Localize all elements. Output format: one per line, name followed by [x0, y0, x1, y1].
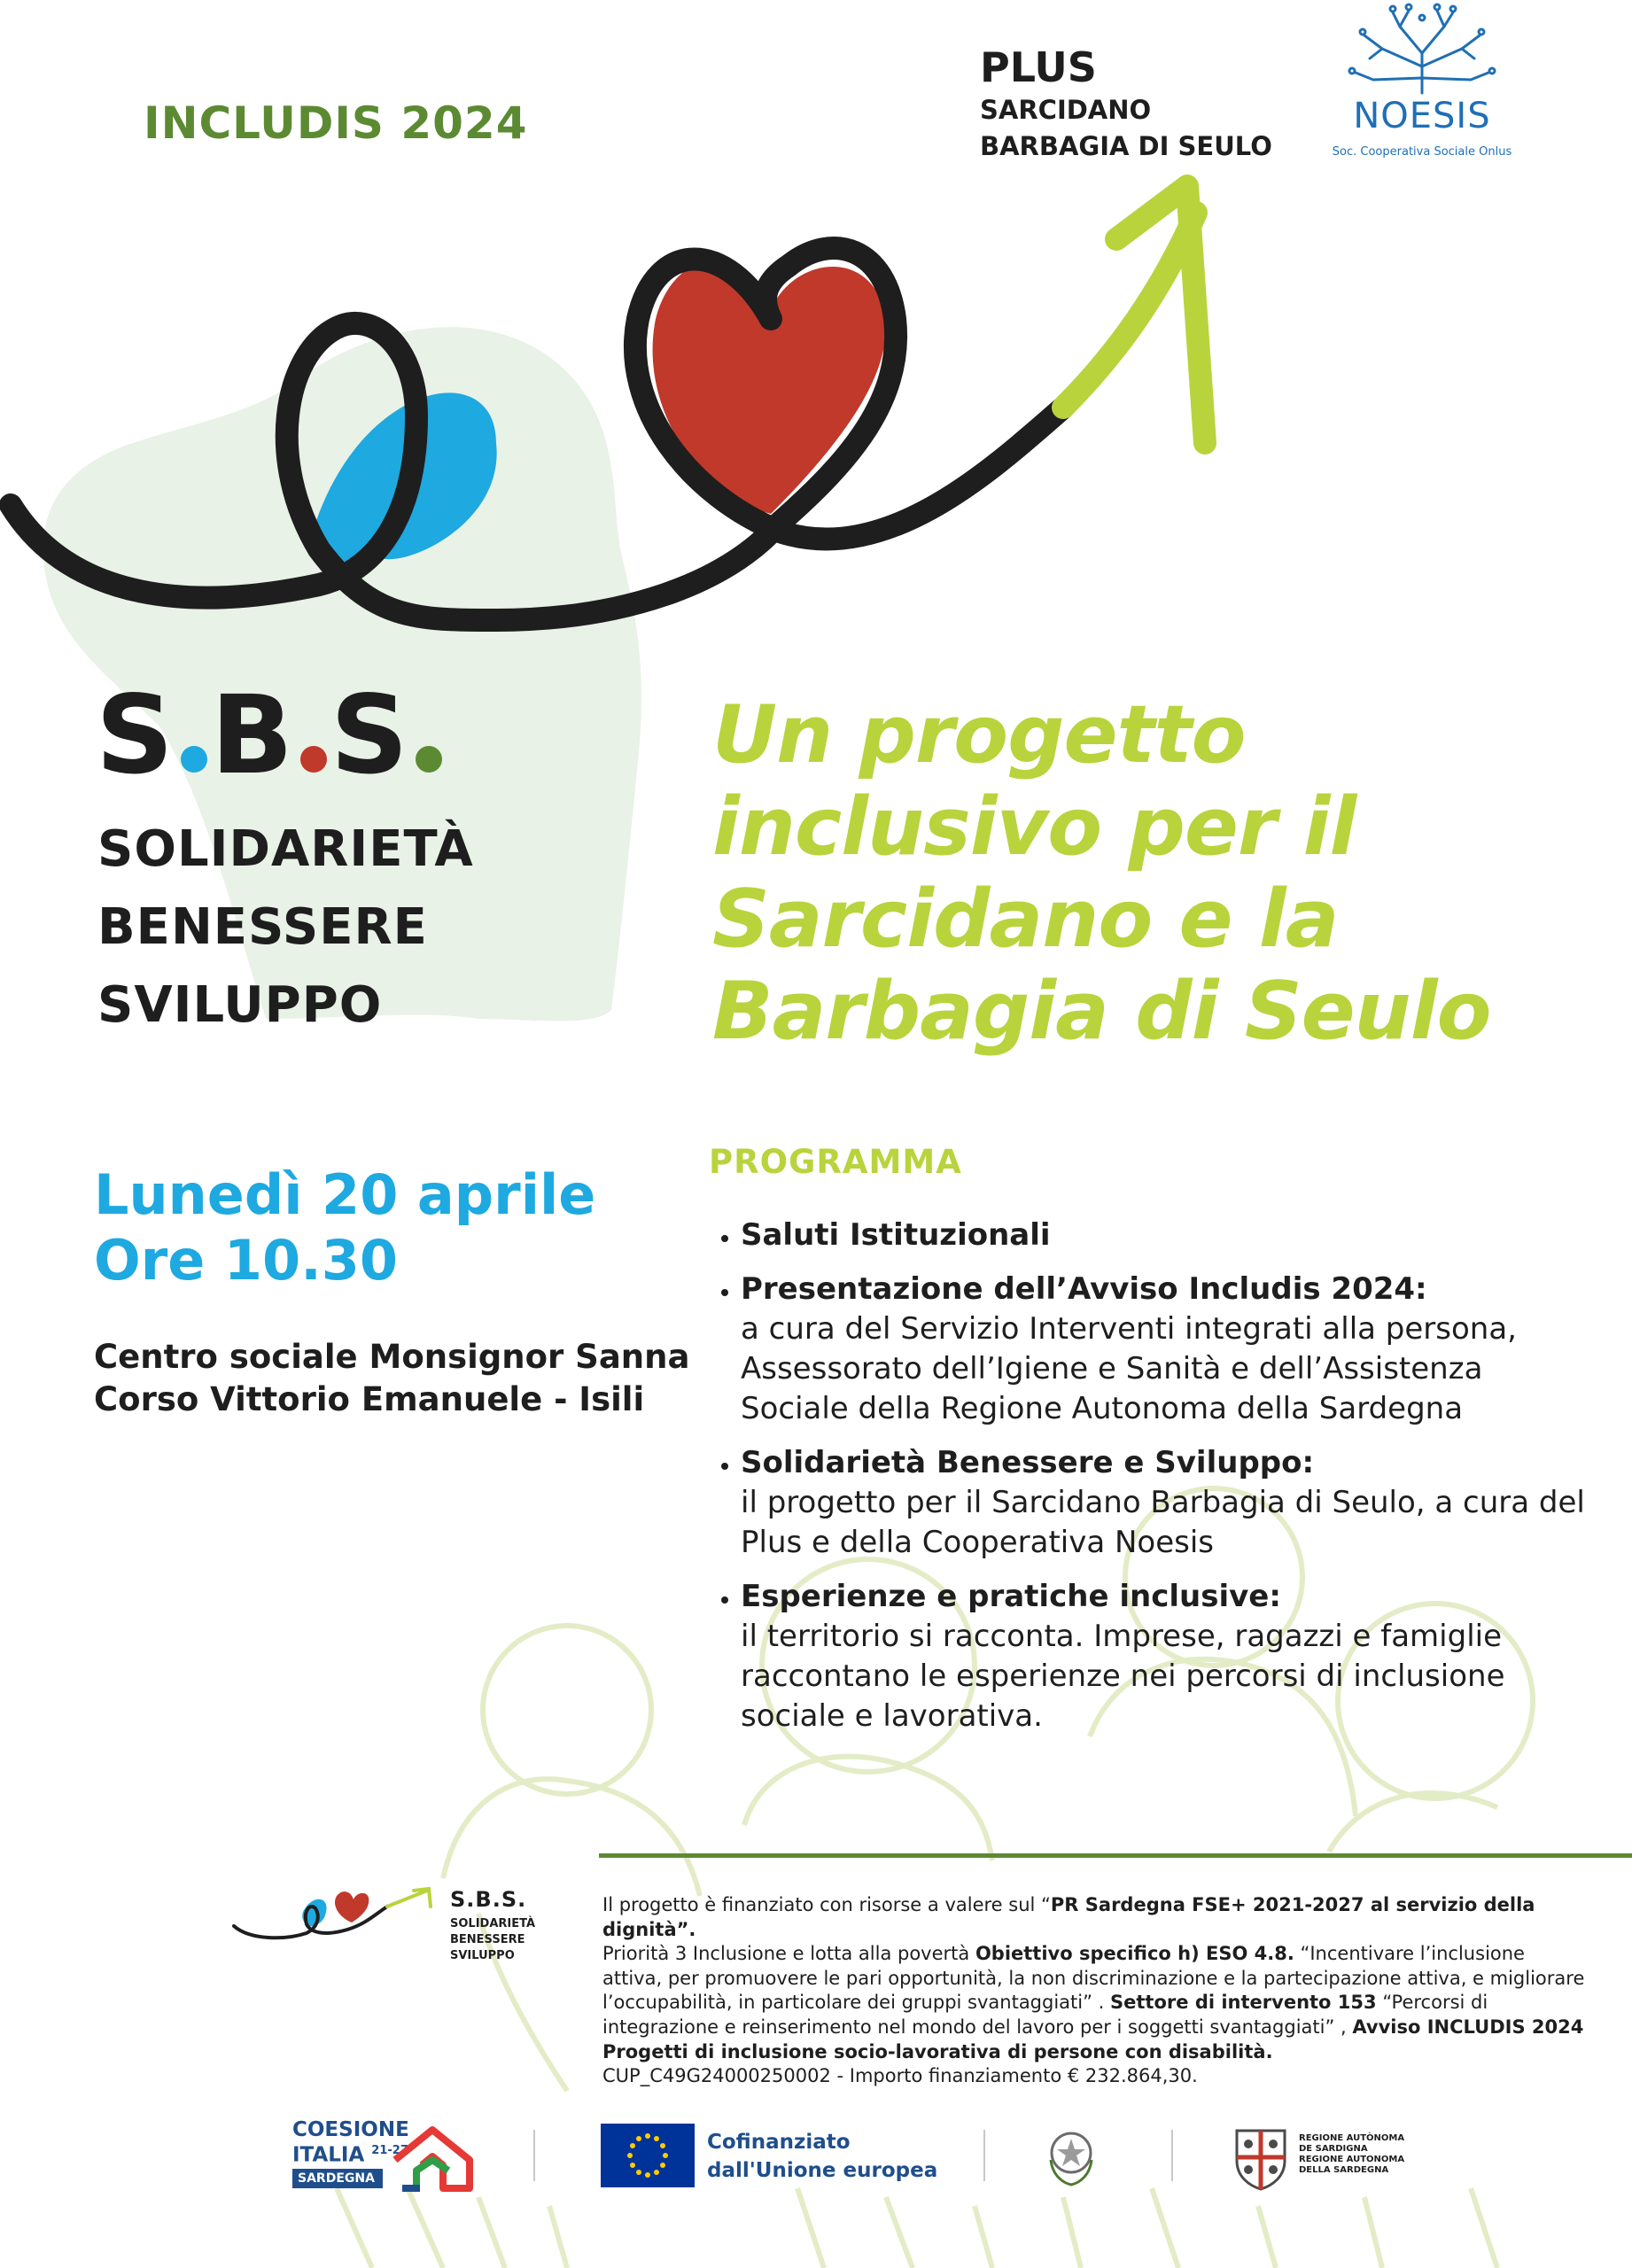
sbs-dot-green: [416, 746, 442, 773]
small-sbs-title: S.B.S.: [450, 1887, 527, 1912]
eu-line-2: dall'Unione europea: [707, 2159, 938, 2182]
funding-bold: Obiettivo specifico h) ESO 4.8.: [975, 1943, 1294, 1965]
sbs-words: [97, 811, 474, 1045]
programma-item-title: • Esperienze e pratiche inclusive:: [741, 1579, 1281, 1614]
funding-text: Il progetto è finanziato con risorse a valere sul “: [602, 1894, 1051, 1915]
eu-line-1: Cofinanziato: [707, 2131, 851, 2154]
event-datetime: [94, 1162, 595, 1293]
funding-statement: [602, 1893, 1586, 2089]
event-time: Ore 10.30: [94, 1228, 399, 1293]
sbs-word-1: SOLIDARIETÀ: [97, 820, 474, 878]
italian-republic-emblem-icon: [1044, 2124, 1099, 2188]
programma-item-line: il territorio si racconta. Imprese, ragazzi e famiglie: [741, 1619, 1503, 1654]
programma-item-line: Assessorato dell’Igiene e Sanità e dell’Assistenza: [741, 1351, 1483, 1386]
programma-list: [700, 1216, 1627, 1751]
ras-line-1: REGIONE AUTÒNOMA: [1299, 2133, 1405, 2143]
sbs-dot-blue: [181, 746, 207, 773]
coesione-line-1: COESIONE: [292, 2118, 409, 2141]
headline-line-2: inclusivo per il: [712, 781, 1356, 874]
sbs-letter-b: B: [210, 672, 297, 798]
programma-item-line: Sociale della Regione Autonoma della Sardegna: [741, 1391, 1464, 1426]
sbs-word-3: SVILUPPO: [97, 976, 383, 1034]
programma-item-line: il progetto per il Sarcidano Barbagia di Seulo, a cura del: [741, 1485, 1585, 1520]
funding-text: Priorità 3 Inclusione e lotta alla povertà: [602, 1943, 975, 1965]
sbs-letter-s2: S: [330, 672, 412, 798]
eu-flag-icon: [601, 2124, 695, 2187]
funding-bold: Settore di intervento 153: [1110, 1992, 1377, 2014]
venue-line-2: Corso Vittorio Emanuele - Isili: [94, 1380, 645, 1418]
includis-title: INCLUDIS 2024: [144, 97, 528, 149]
regione-sardegna-shield-icon: [1233, 2125, 1288, 2191]
programma-item-title: • Solidarietà Benessere e Sviluppo:: [741, 1445, 1315, 1480]
small-sbs-word: SOLIDARIETÀ: [450, 1917, 536, 1930]
headline: [712, 689, 1616, 1058]
sbs-word-2: BENESSERE: [97, 898, 428, 956]
coesione-arrow-icon: [390, 2124, 475, 2192]
programma-item-line: a cura del Servizio Interventi integrati alla persona,: [741, 1311, 1517, 1347]
footer-divider: [599, 1853, 1632, 1858]
logo-separator: [983, 2130, 985, 2181]
logo-separator: [533, 2130, 535, 2181]
event-date: Lunedì 20 aprile: [94, 1162, 596, 1227]
coesione-region-badge: SARDEGNA: [292, 2169, 383, 2188]
funding-text: “Incentivare l’inclusione attiva, per promuovere le pari opportunità, la non discriminazione e la partecipazione attiva, e migliorare l’occupabilità, in particolare dei gruppi svantaggiati” .: [602, 1943, 1585, 2014]
plus-line-2: BARBAGIA DI SEULO: [980, 131, 1272, 161]
logo-separator: [1171, 2130, 1173, 2181]
list-item: [741, 1577, 1627, 1736]
list-item: [741, 1443, 1627, 1563]
venue-line-1: Centro sociale Monsignor Sanna: [94, 1338, 690, 1376]
list-item: [741, 1270, 1627, 1429]
programma-item-line: sociale e lavorativa.: [741, 1698, 1043, 1734]
headline-line-4: Barbagia di Seulo: [712, 965, 1491, 1058]
programma-title: PROGRAMMA: [709, 1143, 962, 1181]
funding-bold: PR Sardegna FSE+ 2021-2027 al servizio della dignità”.: [602, 1894, 1535, 1940]
coesione-line-2: ITALIA: [292, 2143, 365, 2167]
list-item: [741, 1216, 1627, 1255]
sbs-small-logo-graphic: [232, 1885, 436, 1956]
headline-line-1: Un progetto: [712, 688, 1246, 781]
noesis-subtitle: Soc. Cooperativa Sociale Onlus: [1332, 145, 1512, 159]
ras-line-2: DE SARDIGNA: [1299, 2144, 1368, 2154]
plus-title: PLUS: [980, 43, 1097, 91]
plus-block: [980, 43, 1272, 165]
sbs-letter-s1: S: [96, 672, 177, 798]
small-sbs-word: SVILUPPO: [450, 1949, 515, 1962]
funding-text: “Percorsi di integrazione e reinserimento nel mondo del lavoro per i soggetti svantaggiati” ,: [602, 1992, 1488, 2038]
plus-line-1: SARCIDANO: [980, 95, 1152, 125]
coesione-years: 21-27: [371, 2144, 408, 2157]
eu-cofinanced-text: [707, 2128, 937, 2185]
programma-item-line: raccontano le esperienze nei percorsi di inclusione: [741, 1658, 1505, 1694]
sbs-dot-red: [300, 746, 327, 773]
headline-line-3: Sarcidano e la: [712, 873, 1339, 966]
event-venue: [94, 1336, 689, 1421]
regione-sardegna-text: [1299, 2133, 1404, 2176]
sbs-logo: [96, 672, 446, 798]
noesis-name: NOESIS: [1353, 96, 1491, 136]
funding-cup: CUP_C49G24000250002 - Importo finanziamento € 232.864,30.: [602, 2065, 1198, 2087]
noesis-tree-logo: [1338, 0, 1506, 164]
programma-item-line: Plus e della Cooperativa Noesis: [741, 1525, 1215, 1560]
funding-bold: Avviso INCLUDIS 2024 Progetti di inclusione socio-lavorativa di persone con disabilità.: [602, 2016, 1584, 2062]
ras-line-4: DELLA SARDEGNA: [1299, 2165, 1389, 2175]
programma-item-title: • Presentazione dell’Avviso Includis 2024:: [741, 1271, 1427, 1307]
small-sbs-words: [450, 1916, 535, 1964]
ras-line-3: REGIONE AUTONOMA: [1299, 2155, 1405, 2164]
small-sbs-word: BENESSERE: [450, 1933, 525, 1946]
programma-item-title: • Saluti Istituzionali: [741, 1217, 1051, 1253]
